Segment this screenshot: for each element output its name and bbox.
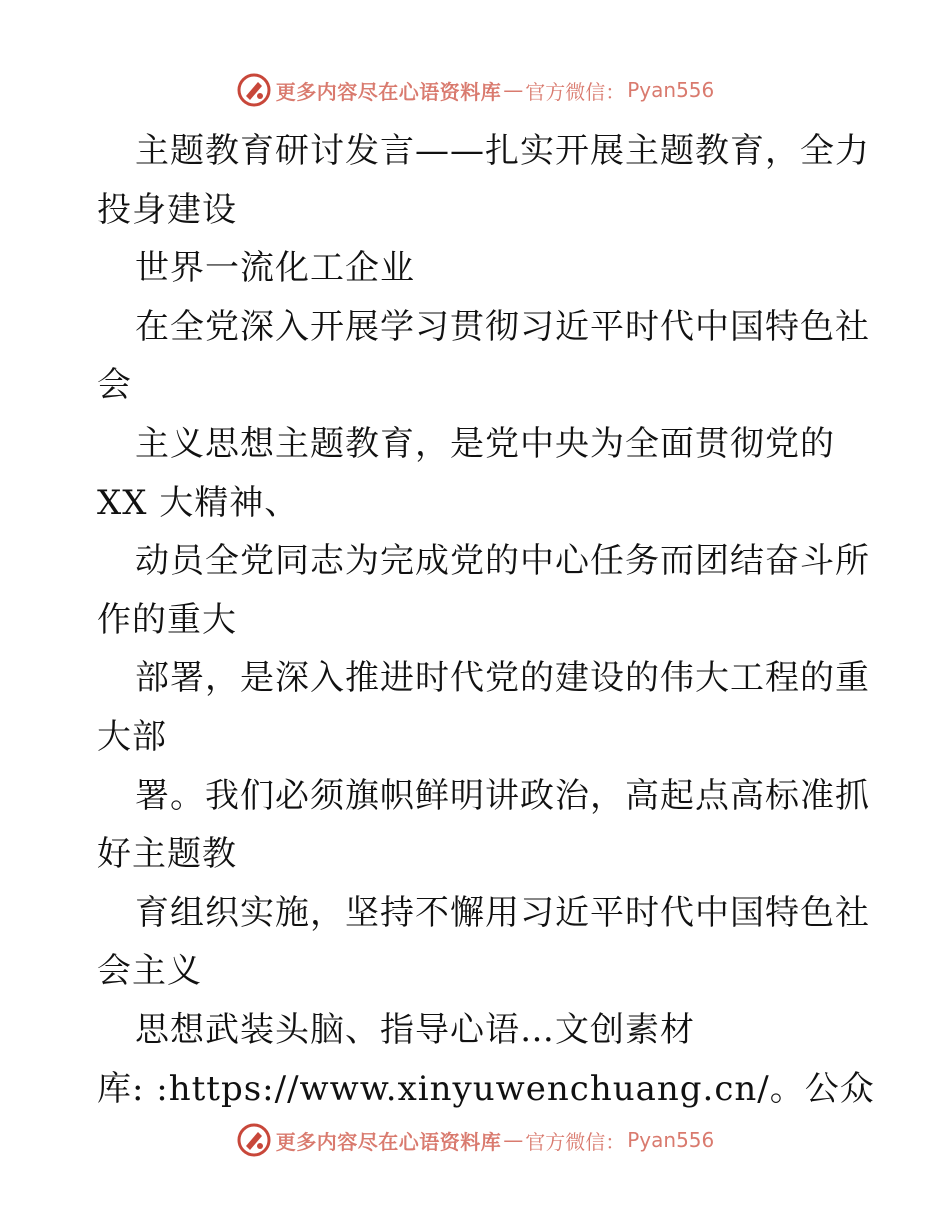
text-line: 大部 [97,716,167,757]
watermark-text: 更多内容尽在心语资料库 [275,79,502,104]
text-line: 世界一流化工企业 [135,248,415,289]
logo-icon [236,72,272,108]
text-line: 部署，是深入推进时代党的建设的伟大工程的重 [135,658,870,699]
watermark-dash: — [503,78,524,102]
text-line: 会主义 [97,951,202,992]
text-line: 育组织实施，坚持不懈用习近平时代中国特色社 [135,892,870,933]
text-line: 会 [97,365,132,406]
watermark-text: 更多内容尽在心语资料库 [275,1129,502,1154]
text-line: 动员全党同志为完成党的中心任务而团结奋斗所 [135,541,870,582]
document-body [97,122,875,1118]
watermark-label: 官方微信： [525,79,626,104]
watermark-id: Pyan556 [627,1128,715,1152]
text-line: 主义思想主题教育，是党中央为全面贯彻党的 [135,423,835,464]
text-line: 思想武装头脑、指导心语…文创素材 [135,1009,695,1050]
text-line: 作的重大 [97,599,237,640]
footer-watermark [0,1122,950,1158]
text-line: 在全党深入开展学习贯彻习近平时代中国特色社 [135,306,870,347]
text-line: 主题教育研讨发言——扎实开展主题教育，全力 [135,131,870,171]
header-watermark [0,72,950,108]
text-line: XX 大精神、 [97,482,300,523]
text-line: 投身建设 [97,189,237,230]
watermark-label: 官方微信： [525,1129,626,1154]
watermark-dash: — [503,1128,524,1152]
text-line: 好主题教 [97,834,237,875]
logo-icon [236,1122,272,1158]
text-line: 署。我们必须旗帜鲜明讲政治，高起点高标准抓 [135,775,870,816]
watermark-id: Pyan556 [627,78,715,102]
text-line: 库: :https://www.xinyuwenchuang.cn/。公众 [97,1068,875,1109]
